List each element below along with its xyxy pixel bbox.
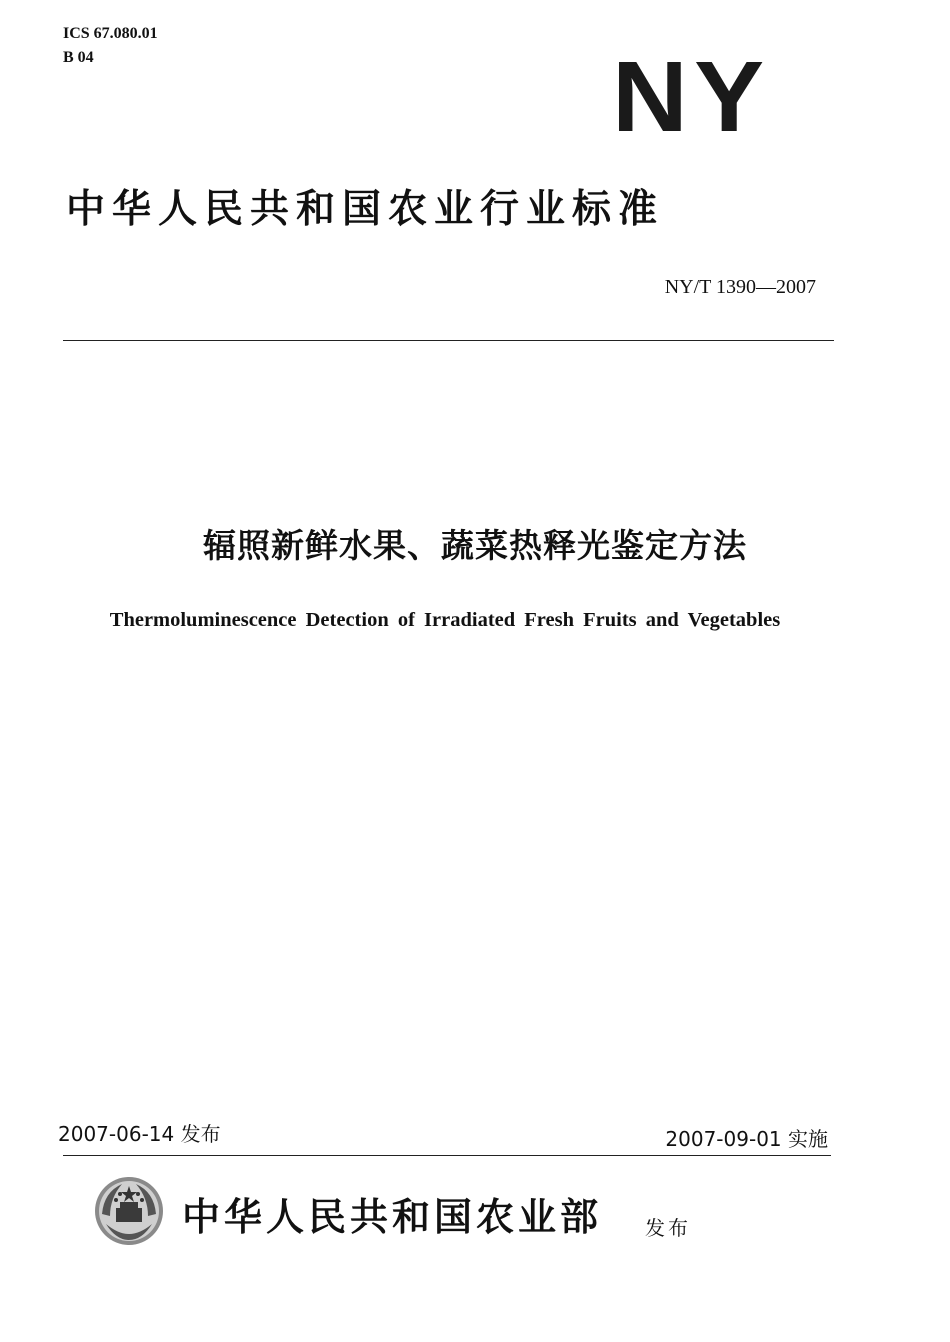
category-code: B 04	[63, 49, 94, 66]
standard-title: 中华人民共和国农业行业标准	[66, 187, 665, 232]
ics-code: ICS 67.080.01	[63, 25, 158, 42]
classification-codes	[63, 22, 158, 70]
document-title-chinese: 辐照新鲜水果、蔬菜热释光鉴定方法	[203, 526, 747, 565]
top-divider	[63, 340, 834, 341]
publisher-name: 中华人民共和国农业部	[182, 1194, 603, 1239]
ny-logo: NY	[612, 41, 771, 153]
publish-label: 发布	[645, 1216, 691, 1240]
issue-date: 2007-06-14 发布	[58, 1122, 221, 1146]
document-title-english: Thermoluminescence Detection of Irradiated Fresh Fruits and Vegetables	[109, 609, 781, 631]
implementation-date: 2007-09-01 实施	[665, 1127, 828, 1151]
bottom-divider	[63, 1155, 831, 1156]
national-emblem-icon	[92, 1174, 166, 1248]
standard-number: NY/T 1390—2007	[664, 276, 816, 298]
